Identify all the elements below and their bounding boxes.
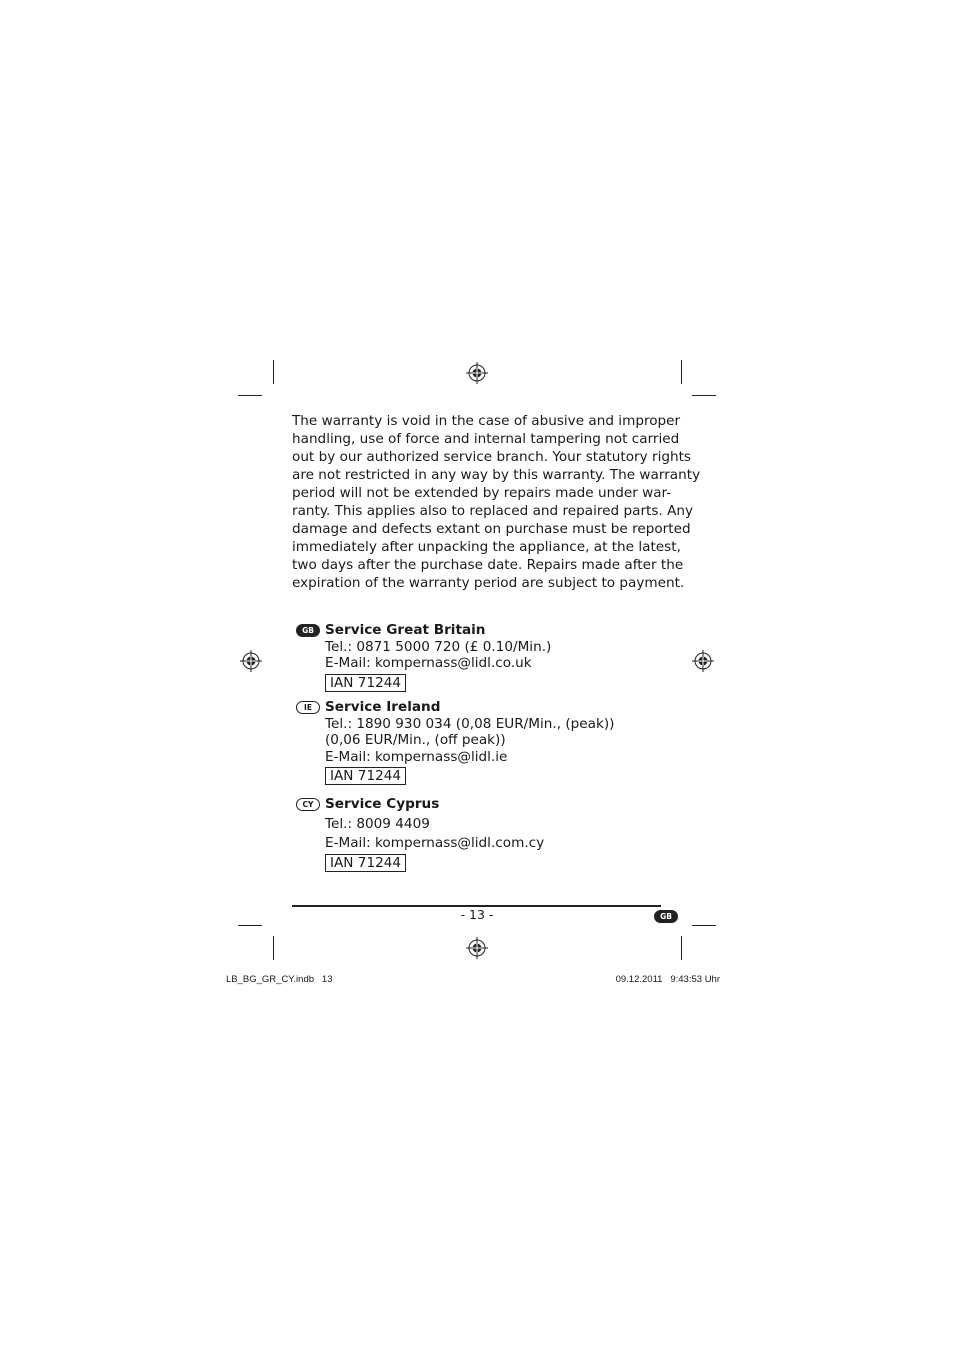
service-phone-offpeak: (0,06 EUR/Min., (off peak)) (325, 732, 506, 748)
service-body (325, 699, 614, 785)
paragraph-line: two days after the purchase date. Repairs made after the (292, 557, 684, 573)
crop-mark-top-right-horizontal (692, 395, 716, 396)
service-phone: Tel.: 8009 4409 (325, 815, 430, 832)
registration-mark-icon (692, 650, 714, 672)
paragraph-line: ranty. This applies also to replaced and repaired parts. Any (292, 503, 694, 519)
crop-mark-bottom-right-vertical (681, 936, 682, 960)
service-title: Service Ireland (325, 699, 441, 715)
paragraph-line: handling, use of force and internal tampering not carried (292, 431, 680, 447)
registration-mark-icon (466, 362, 488, 384)
service-email: E-Mail: kompernass@lidl.ie (325, 748, 508, 765)
service-body (325, 795, 544, 873)
crop-mark-top-left-horizontal (238, 395, 262, 396)
language-badge-icon: CY (296, 798, 320, 811)
ian-box: IAN 71244 (325, 767, 406, 785)
paragraph-line: period will not be extended by repairs made under war- (292, 485, 672, 501)
language-badge-icon: GB (654, 910, 678, 923)
print-timestamp: 09.12.2011 9:43:53 Uhr (615, 974, 720, 985)
service-body (325, 622, 551, 692)
paragraph-line: out by our authorized service branch. Your statutory rights (292, 449, 692, 465)
crop-mark-bottom-left-vertical (273, 936, 274, 960)
service-phone: Tel.: 1890 930 034 (0,08 EUR/Min., (peak)) (325, 715, 615, 732)
paragraph-line: damage and defects extant on purchase must be reported (292, 521, 691, 537)
crop-mark-top-right-vertical (681, 360, 682, 384)
language-badge-icon: GB (296, 624, 320, 637)
service-title: Service Great Britain (325, 622, 486, 638)
service-phone: Tel.: 0871 5000 720 (£ 0.10/Min.) (325, 638, 552, 655)
language-badge-icon: IE (296, 701, 320, 714)
paragraph-line: The warranty is void in the case of abusive and improper (292, 413, 681, 429)
service-title: Service Cyprus (325, 796, 440, 812)
service-email: E-Mail: kompernass@lidl.co.uk (325, 655, 532, 671)
crop-mark-bottom-left-horizontal (238, 925, 262, 926)
file-name-slug: LB_BG_GR_CY.indb 13 (226, 974, 333, 985)
paragraph-line: are not restricted in any way by this warranty. The warranty (292, 467, 701, 483)
paragraph-line: expiration of the warranty period are subject to payment. (292, 575, 685, 591)
paragraph-line: immediately after unpacking the appliance, at the latest, (292, 539, 681, 555)
crop-mark-top-left-vertical (273, 360, 274, 384)
warranty-paragraph (292, 412, 701, 592)
registration-mark-icon (466, 937, 488, 959)
ian-box: IAN 71244 (325, 854, 406, 872)
registration-mark-icon (240, 650, 262, 672)
page-number: - 13 - (460, 907, 494, 922)
service-email: E-Mail: kompernass@lidl.com.cy (325, 835, 545, 851)
crop-mark-bottom-right-horizontal (692, 925, 716, 926)
ian-box: IAN 71244 (325, 674, 406, 692)
